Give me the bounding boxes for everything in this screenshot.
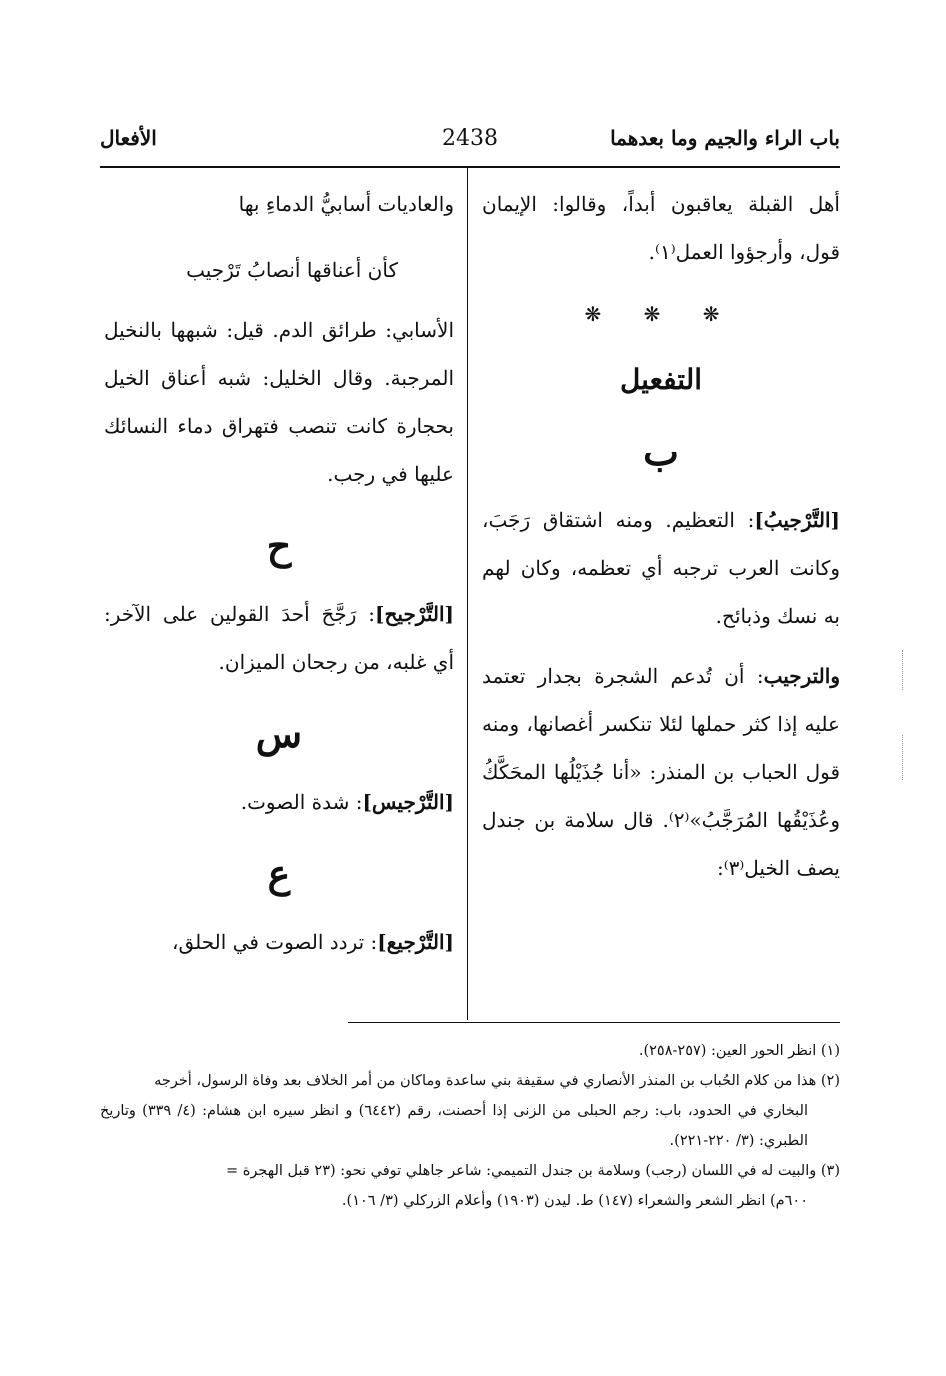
entry-text: : تردد الصوت في الحلق، <box>172 930 378 954</box>
entry-text: : شدة الصوت. <box>240 790 363 814</box>
left-column <box>104 180 454 966</box>
section-title-header: الأفعال <box>100 126 157 150</box>
footnotes <box>100 1036 840 1216</box>
entry-term: [التَّرْجيح] <box>375 602 454 626</box>
page-header <box>100 120 840 160</box>
entry-tarjib-2 <box>482 652 840 892</box>
gloss-paragraph: الأسابي: طرائق الدم. قيل: شبهها بالنخيل المرجبة. وقال الخليل: شبه أعناق الخيل بحجارة كانت تنصب فتهراق دماء النسائك عليها في رجب. <box>104 318 454 486</box>
entry-tarjih <box>104 590 454 686</box>
footnote-1: (١) انظر الحور العين: (٢٥٧-٢٥٨). <box>638 1043 840 1059</box>
entry-tarji <box>104 918 454 966</box>
entry-term: والترجيب <box>763 664 840 688</box>
chapter-title: باب الراء والجيم وما بعدهما <box>610 126 840 150</box>
footnote-3-continued: ٦٠٠م) انظر الشعر والشعراء (١٤٧) ط. ليدن (١٩٠٣) وأعلام الزركلي (٣/ ١٠٦). <box>341 1193 808 1209</box>
footnote-rule <box>348 1022 840 1023</box>
column-divider <box>467 168 468 1020</box>
letter-heading-ain: ع <box>267 851 291 896</box>
footnote-2-continued: البخاري في الحدود، باب: رجم الحبلى من الزنى إذا أحصنت، رقم (٦٤٤٢) و انظر سيره ابن هشام: (٤/ ٣٣٩) وتاريخ الطبري: (٣/ ٢٢٠-٢٢١). <box>100 1103 808 1149</box>
entry-term: [التَّرْجيس] <box>362 790 454 814</box>
entry-text: : رَجَّحَ أحدَ القولين على الآخر: أي غلبه، من رجحان الميزان. <box>104 602 454 674</box>
entry-tarjis <box>104 778 454 826</box>
entry-text: : أن تُدعم الشجرة بجدار تعتمد عليه إذا كثر حملها لئلا تنكسر أغصانها، ومنه قول الحباب بن المنذر: «أنا جُذَيْلُها المحَكَّكُ وعُذَيْقُها المُرَجَّبُ»⁽٢⁾. قال سلامة بن جندل يصف الخيل⁽٣⁾: <box>482 664 841 880</box>
scan-margin-mark <box>902 735 909 780</box>
letter-heading-h: ح <box>266 523 292 568</box>
paragraph: أهل القبلة يعاقبون أبداً، وقالوا: الإيمان قول، وأرجؤوا العمل⁽١⁾. <box>482 192 840 264</box>
footnote-2: (٢) هذا من كلام الحُباب بن المنذر الأنصاري في سقيفة بني ساعدة وماكان من أمر الخلاف بعد وفاة الرسول، أخرجه <box>154 1073 840 1089</box>
scan-margin-mark <box>902 650 909 690</box>
header-rule <box>100 166 840 168</box>
entry-tarjib <box>482 496 840 640</box>
letter-heading-b: ب <box>643 429 679 474</box>
entry-term: [التَّرْجيع] <box>377 930 454 954</box>
section-heading: التفعيل <box>619 363 703 396</box>
entry-text: : التعظيم. ومنه اشتقاق رَجَبَ، وكانت العرب ترجبه أي تعظمه، وكان لهم به نسك وذبائح. <box>482 508 840 628</box>
verse-line-2: كأن أعناقها أنصابُ تَرْجيب <box>186 258 398 282</box>
page-number: 2438 <box>442 126 498 151</box>
verse-line-1: والعاديات أسابيُّ الدماءِ بها <box>238 192 454 216</box>
right-column <box>482 180 840 892</box>
footnote-3: (٣) والبيت له في اللسان (رجب) وسلامة بن جندل التميمي: شاعر جاهلي توفي نحو: (٢٣ قبل الهجرة = <box>226 1163 840 1179</box>
entry-term: [التَّرْجيبُ] <box>754 508 840 532</box>
separator-stars: ❋ ❋ ❋ <box>584 302 738 326</box>
letter-heading-s: س <box>255 711 303 756</box>
